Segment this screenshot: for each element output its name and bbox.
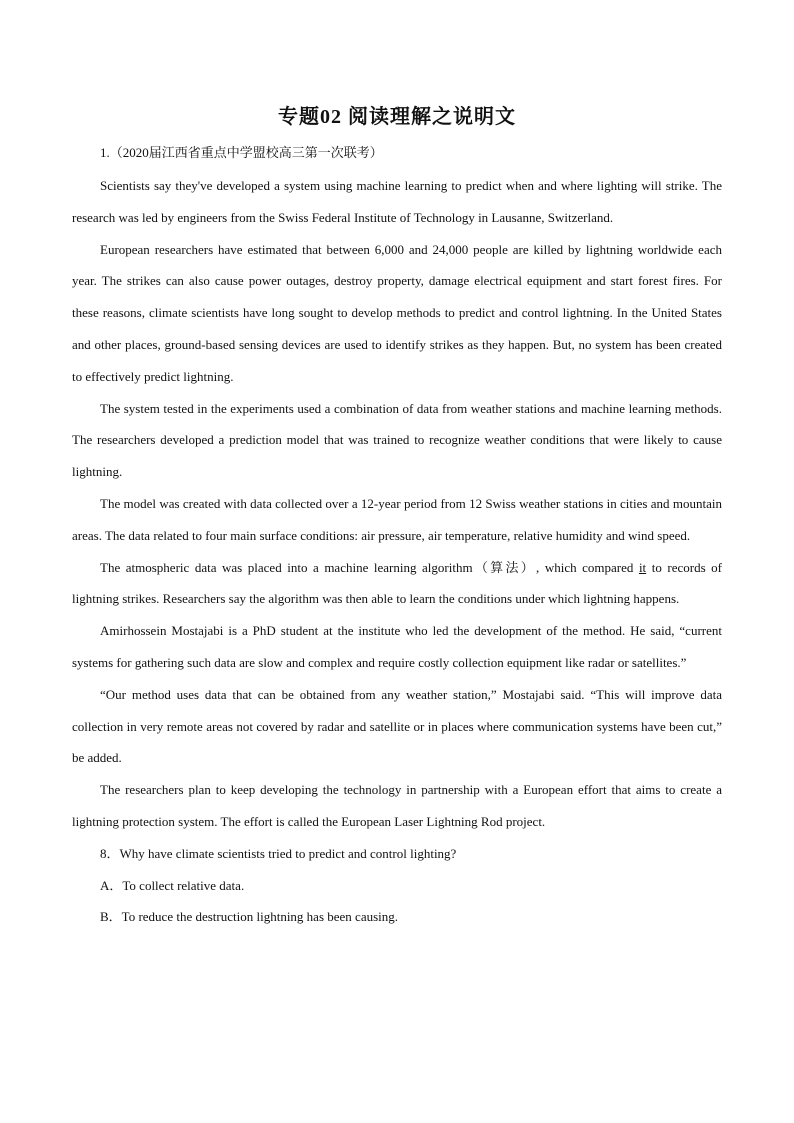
paragraph: The researchers plan to keep developing the technology in partnership with a European effort that aims to create a lightning protection system. The effort is called the European Laser Lightning Rod project. (72, 782, 722, 829)
paragraph-with-underline (72, 552, 722, 616)
option-b: B．To reduce the destruction lightning has been causing. (100, 909, 399, 925)
passage-body (72, 170, 722, 933)
question-source: 1.（2020届江西省重点中学盟校高三第一次联考） (100, 145, 383, 160)
question-stem: 8．Why have climate scientists tried to predict and control lighting? (100, 845, 457, 861)
paragraph: The system tested in the experiments used a combination of data from weather stations and machine learning methods. The researchers developed a prediction model that was trained to recognize weather conditions that were likely to cause lightning. (72, 400, 722, 480)
paragraph: “Our method uses data that can be obtained from any weather station,” Mostajabi said. “This will improve data collection in very remote areas not covered by radar and satellite or in places where communication systems have been cut,” be added. (72, 686, 722, 766)
paragraph-text-after: to records of lightning strikes. Researchers say the algorithm was then able to learn the conditions under which lightning happens. (72, 559, 722, 607)
page-title: 专题02 阅读理解之说明文 (278, 106, 516, 128)
paragraph-text-before: The atmospheric data was placed into a machine learning algorithm（算法）, which compared (100, 559, 639, 575)
option-a: A．To collect relative data. (100, 877, 245, 893)
underlined-word: it (638, 559, 647, 575)
paragraph: European researchers have estimated that between 6,000 and 24,000 people are killed by lightning worldwide each year. The strikes can also cause power outages, destroy property, damage electrical equipment and start forest fires. For these reasons, climate scientists have long sought to develop methods to predict and control lightning. In the United States and other places, ground-based sensing devices are used to identify strikes as they happen. But, no system has been created to effectively predict lightning. (72, 241, 722, 384)
paragraph: Scientists say they've developed a system using machine learning to predict when and where lighting will strike. The research was led by engineers from the Swiss Federal Institute of Technology in Lausanne, Switzerland. (72, 178, 722, 225)
paragraph: Amirhossein Mostajabi is a PhD student at the institute who led the development of the method. He said, “current systems for gathering such data are slow and complex and require costly collection equipment like radar or satellites.” (72, 623, 722, 670)
paragraph: The model was created with data collected over a 12-year period from 12 Swiss weather stations in cities and mountain areas. The data related to four main surface conditions: air pressure, air temperature, relative humidity and wind speed. (72, 495, 722, 543)
